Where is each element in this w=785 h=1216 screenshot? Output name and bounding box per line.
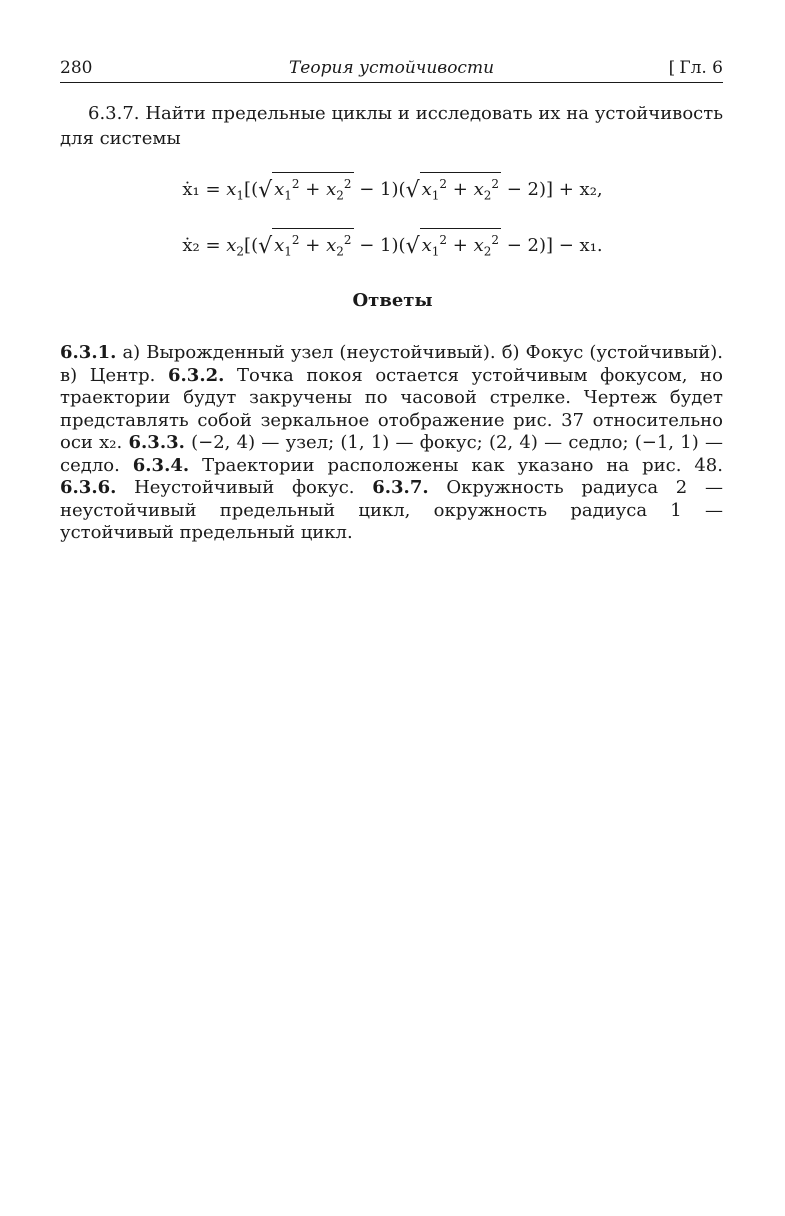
- chapter-label: Гл. 6: [679, 58, 723, 78]
- bracket-glyph-icon: [: [668, 58, 676, 78]
- answer-text: Неустойчивый фокус.: [134, 477, 355, 498]
- answer-label: 6.3.2.: [168, 364, 225, 386]
- problem-number: 6.3.7.: [88, 103, 140, 124]
- equation-1-tail: − 2)] + x₂,: [506, 179, 603, 200]
- equation-2: ẋ₂ = $x_2[(√$ $x_1^2 + x_2^2 - 1)(√$ $x_1^2 + x_2^2 - 2)] - x_1$.: [0, 228, 785, 263]
- answer-text: Окружность радиуса 2 — неустойчивый предельный цикл, окружность радиуса 1 — устойчивый предельный цикл.: [60, 477, 723, 543]
- answers-heading: Ответы: [352, 290, 433, 311]
- equation-1-lhs: ẋ₁: [182, 179, 200, 200]
- problem-statement: [60, 101, 723, 151]
- answer-text: Точка покоя остается устойчивым фокусом, но траектории будут закручены по часовой стрелке. Чертеж будет представлять собой зеркальное отображение рис. 37 относительно оси x₂.: [60, 364, 723, 453]
- answer-text: Траектории расположены как указано на рис. 48.: [202, 454, 723, 476]
- answer-text: (−2, 4) — узел; (1, 1) — фокус; (2, 4) — седло; (−1, 1) — седло.: [60, 432, 723, 476]
- running-header: [60, 56, 723, 83]
- problem-text: Найти предельные циклы и исследовать их на устойчивость для системы: [60, 103, 723, 149]
- running-title: Теория устойчивости: [288, 58, 495, 78]
- answer-label: 6.3.4.: [132, 454, 190, 476]
- answer-label: 6.3.7.: [372, 477, 429, 498]
- equation-1: ẋ₁ = $x_1[(√$ $x_1^2 + x_2^2 - 1)(√$ $x_1^2 + x_2^2 - 2)] + x_2$,: [0, 172, 785, 207]
- page-number: 280: [60, 58, 93, 78]
- answer-label: 6.3.6.: [60, 477, 117, 498]
- answer-text: а) Вырожденный узел (неустойчивый). б) Фокус (устойчивый). в) Центр.: [60, 342, 723, 386]
- chapter-marker: [669, 58, 723, 78]
- answer-label: 6.3.1.: [60, 342, 117, 363]
- answers-block: [60, 342, 723, 545]
- equation-2-tail: − 2)] − x₁.: [506, 235, 603, 256]
- equation-2-lhs: ẋ₂: [182, 235, 200, 256]
- answer-label: 6.3.3.: [128, 432, 185, 453]
